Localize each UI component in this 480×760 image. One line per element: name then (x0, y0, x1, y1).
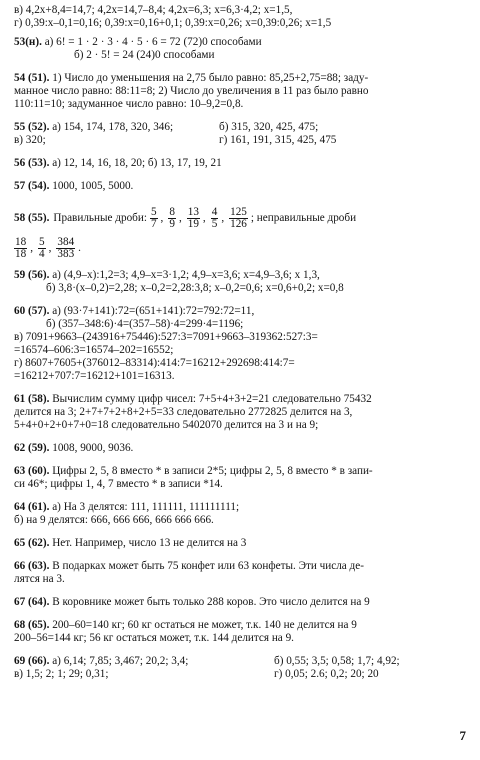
problem-number: 60 (57). (14, 305, 50, 317)
problem-59 (14, 269, 468, 282)
page (14, 4, 468, 681)
text-line: В подарках может быть 75 конфет или 63 конфеты. Эти числа де- (49, 560, 364, 572)
problem-number: 67 (64). (14, 596, 50, 608)
problem-number: 64 (61). (14, 501, 50, 513)
problem-number: 57 (54). (14, 180, 50, 192)
problem-number: 69 (66). (14, 655, 50, 667)
text-line: Вычислим сумму цифр чисел: 7+5+4+3+2=21 следовательно 75432 (49, 393, 372, 405)
fraction (211, 207, 219, 230)
problem-69-row2 (14, 668, 468, 681)
denominator: 7 (150, 217, 157, 230)
text-line: 1) Число до уменьшения на 2,75 было равно: 85,25+2,75=88; заду- (49, 72, 369, 84)
problem-55-row2 (14, 134, 468, 147)
problem-57 (14, 180, 468, 193)
problem-number: 68 (65). (14, 619, 50, 631)
problem-61 (14, 393, 468, 406)
text-line: 1008, 9000, 9036. (49, 442, 134, 454)
text-line: в) 7091+9663–(243916+75446):527:3=7091+9663–319362:527:3= (14, 331, 318, 343)
denominator: 4 (38, 247, 45, 260)
numerator: 384 (57, 235, 75, 248)
text-line: лятся на 3. (14, 573, 65, 585)
fraction (56, 237, 75, 260)
numerator: 13 (187, 205, 199, 218)
problem-63 (14, 465, 468, 478)
denominator: 9 (169, 217, 175, 230)
label-proper: Правильные дроби: (53, 212, 147, 224)
text-line: б) 3,8·(x–0,2)=2,28; x–0,2=2,28:3,8; x–0,2=0,6; x=0,6+0,2; x=0,8 (46, 282, 344, 294)
answer-a: а) 154, 174, 178, 320, 346; (49, 121, 174, 133)
text-line: В коровнике может быть только 288 коров. Это число делится на 9 (49, 596, 370, 608)
text-line: манное число равно: 88:11=8; 2) Число до увеличения в 11 раз было равно (14, 85, 369, 97)
problem-number: 59 (56). (14, 269, 50, 281)
problem-53 (14, 36, 468, 49)
numerator: 4 (211, 205, 218, 218)
text-line: =16574–606:3=16574–202=16552; (14, 344, 174, 356)
problem-54 (14, 72, 468, 85)
page-number: 7 (459, 728, 466, 743)
numerator: 5 (150, 205, 157, 218)
text-line: 200–60=140 кг; 60 кг остаться не может, т.к. 140 не делится на 9 (49, 619, 357, 631)
denominator: 126 (230, 217, 247, 230)
problem-number: 55 (52). (14, 121, 50, 133)
fraction (150, 207, 158, 230)
text-line: г) 8607+7605+(376012–83314):414:7=16212+292698:414:7= (14, 357, 295, 369)
text-line: Нет. Например, число 13 не делится на 3 (49, 537, 247, 549)
text-line: си 46*; цифры 1, 4, 7 вместо * в записи *14. (14, 478, 223, 490)
text-line: 200–56=144 кг; 56 кг остаться может, т.к. 144 делится на 9. (14, 632, 294, 644)
fraction (38, 237, 46, 260)
problem-number: 65 (62). (14, 537, 50, 549)
fraction (187, 207, 200, 230)
text-line: а) (93·7+141):72=(651+141):72=792:72=11, (49, 305, 255, 317)
text-line: а) На 3 делятся: 111, 111111, 111111111; (49, 501, 240, 513)
problem-60 (14, 305, 468, 318)
problem-number: 53(н). (14, 36, 42, 48)
numerator: 125 (230, 205, 247, 218)
fraction (14, 237, 27, 260)
text-line: в) 4,2x+8,4=14,7; 4,2x=14,7–8,4; 4,2x=6,3; x=6,3·4,2; x=1,5, (14, 4, 293, 16)
numerator: 8 (169, 205, 175, 218)
text-line: а) 6! = 1 · 2 · 3 · 4 · 5 · 6 = 72 (72)0 способами (41, 36, 262, 48)
text-line: 5+4+0+2+0+7+0=18 следовательно 5402070 делится на 3 и на 9; (14, 419, 319, 431)
problem-66 (14, 560, 468, 573)
problem-58: 58 (55). Правильные дроби: $\frac{5}{7}$ , $\frac{8}{9}$ , $\frac{13}{19}$ , $\frac{4}{5}$ , $\frac{125}{126}$ ; неправильные дроби (14, 205, 357, 230)
fraction (168, 207, 176, 230)
numerator: 18 (15, 235, 27, 248)
denominator: 19 (187, 217, 199, 230)
numerator: 5 (38, 235, 45, 248)
problem-64 (14, 501, 468, 514)
text-line: а) (4,9–x):1,2=3; 4,9–x=3·1,2; 4,9–x=3,6; x=4,9–3,6; x 1,3, (49, 269, 320, 281)
text-line: 110:11=10; задуманное число равно: 10–9,2=0,8. (14, 98, 244, 110)
problem-number: 62 (59). (14, 442, 50, 454)
problem-number: 61 (58). (14, 393, 50, 405)
problem-number: 58 (55). (14, 212, 50, 224)
text-line: б) на 9 делятся: 666, 666 666, 666 666 666. (14, 514, 214, 526)
problem-65 (14, 537, 468, 550)
text-line: г) 0,39:x–0,1=0,16; 0,39:x=0,16+0,1; 0,39:x=0,26; x=0,39:0,26; x=1,5 (14, 17, 332, 29)
text-line: а) 12, 14, 16, 18, 20; б) 13, 17, 19, 21 (49, 157, 222, 169)
label-improper: ; неправильные дроби (250, 212, 357, 224)
text-line: Цифры 2, 5, 8 вместо * в записи 2*5; цифры 2, 5, 8 вместо * в запи- (49, 465, 373, 477)
answer-d: г) 161, 191, 315, 425, 475 (219, 134, 337, 146)
problem-number: 56 (53). (14, 157, 50, 169)
text-line: б) (357–348:6)·4=(357–58)·4=299·4=1196; (46, 318, 244, 330)
text-line: делится на 3; 2+7+7+2+8+2+5=33 следовательно 2772825 делится на 3, (14, 406, 353, 418)
text-line: б) 2 · 5! = 24 (24)0 способами (74, 49, 215, 61)
answer-c: в) 1,5; 2; 1; 29; 0,31; (14, 668, 109, 680)
problem-number: 63 (60). (14, 465, 50, 477)
answer-c: в) 320; (14, 134, 46, 146)
problem-58-row2: $\frac{18}{18}$ , $\frac{5}{4}$ , $\frac{384}{383}$ . (15, 235, 81, 260)
problem-62 (14, 442, 468, 455)
problem-56 (14, 157, 468, 170)
text-line: =16212+707:7=16212+101=16313. (14, 370, 175, 382)
answer-b: б) 0,55; 3,5; 0,58; 1,7; 4,92; (274, 655, 400, 667)
problem-67 (14, 596, 468, 609)
denominator: 18 (15, 247, 27, 260)
problem-55 (14, 121, 468, 134)
problem-68 (14, 619, 468, 632)
problem-number: 66 (63). (14, 560, 50, 572)
denominator: 5 (211, 217, 218, 230)
fraction (229, 207, 248, 230)
answer-d: г) 0,05; 2.6; 0,2; 20; 20 (274, 668, 379, 680)
problem-number: 54 (51). (14, 72, 50, 84)
problem-69 (14, 655, 468, 668)
denominator: 383 (57, 247, 75, 260)
text-line: 1000, 1005, 5000. (49, 180, 134, 192)
answer-b: б) 315, 320, 425, 475; (219, 121, 319, 133)
answer-a: а) 6,14; 7,85; 3,467; 20,2; 3,4; (49, 655, 189, 667)
